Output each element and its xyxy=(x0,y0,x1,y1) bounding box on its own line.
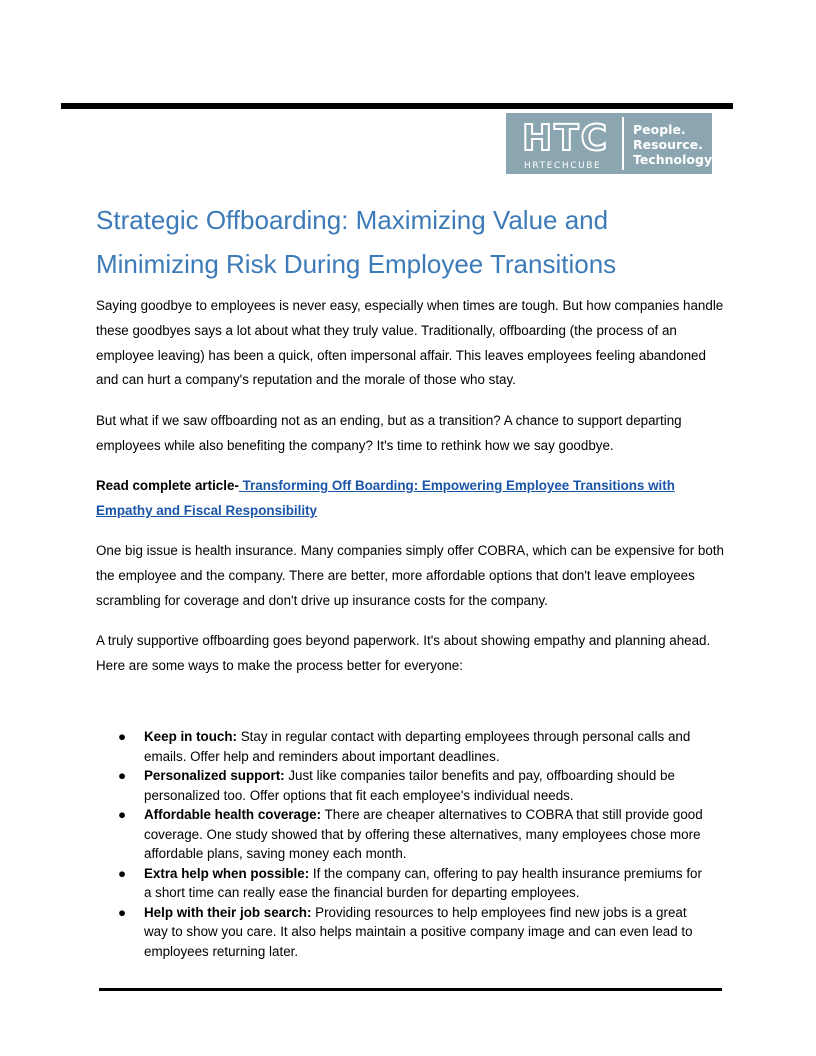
logo-tagline-line: People. xyxy=(633,122,686,137)
list-item xyxy=(96,766,711,805)
list-item xyxy=(96,903,711,962)
list-item xyxy=(96,864,711,903)
bullet-icon: ● xyxy=(118,865,127,881)
list-item-text: There are cheaper alternatives to COBRA that still provide good coverage. One study showed that by offering these alternatives, many employees chose more affordable plans, saving money each month. xyxy=(144,807,703,861)
header-rule xyxy=(61,103,733,109)
logo-tagline xyxy=(633,122,716,167)
htc-logo xyxy=(506,113,716,174)
list-item-title: Affordable health coverage: xyxy=(144,807,322,822)
tips-list xyxy=(96,727,711,961)
supportive-offboarding-paragraph: A truly supportive offboarding goes beyond paperwork. It's about showing empathy and planning ahead. Here are some ways to make the process better for everyone: xyxy=(96,633,711,673)
list-item-text: Just like companies tailor benefits and pay, offboarding should be personalized too. Offer options that fit each employee's individual needs. xyxy=(144,768,675,803)
list-item xyxy=(96,727,711,766)
footer-rule xyxy=(99,988,722,991)
transition-paragraph: But what if we saw offboarding not as an ending, but as a transition? A chance to support departing employees while also benefiting the company? It's time to rethink how we say goodbye. xyxy=(96,413,682,453)
article-link[interactable]: Transforming Off Boarding: Empowering Employee Transitions with Empathy and Fiscal Responsibility xyxy=(96,478,675,518)
list-item-title: Keep in touch: xyxy=(144,729,237,744)
list-item-title: Help with their job search: xyxy=(144,904,312,920)
logo-tagline-line: Technology. xyxy=(633,152,716,167)
logo-subtitle: HRTECHCUBE xyxy=(524,161,602,171)
list-item-text: Providing resources to help employees find new jobs is a great way to show you care. It also helps maintain a positive company image and can even lead to employees returning later. xyxy=(144,904,693,959)
health-insurance-paragraph: One big issue is health insurance. Many companies simply offer COBRA, which can be expensive for both the employee and the company. There are better, more affordable options that don't leave employees scrambling for coverage and don't drive up insurance costs for the company. xyxy=(96,543,724,608)
read-more-line xyxy=(96,474,726,524)
list-item-title: Personalized support: xyxy=(144,768,285,783)
bullet-icon: ● xyxy=(118,904,127,920)
list-item-text: Stay in regular contact with departing employees through personal calls and emails. Offer help and reminders about important deadlines. xyxy=(144,729,691,764)
bullet-icon: ● xyxy=(118,729,127,744)
list-item-text: If the company can, offering to pay health insurance premiums for a short time can really ease the financial burden for departing employees. xyxy=(144,865,702,900)
list-item xyxy=(96,805,711,864)
article-title: Strategic Offboarding: Maximizing Value and Minimizing Risk During Employee Transitions xyxy=(96,205,617,279)
logo-tagline-line: Resource. xyxy=(633,137,703,152)
bullet-icon: ● xyxy=(118,807,127,822)
list-item-title: Extra help when possible: xyxy=(144,865,310,881)
logo-mark: HTC xyxy=(522,118,610,159)
intro-paragraph: Saying goodbye to employees is never easy, especially when times are tough. But how companies handle these goodbyes says a lot about what they truly value. Traditionally, offboarding (the process of an employee leaving) has been a quick, often impersonal affair. This leaves employees feeling abandoned and can hurt a company's reputation and the morale of those who stay. xyxy=(96,298,724,388)
logo-divider xyxy=(622,117,624,170)
bullet-icon: ● xyxy=(118,768,127,783)
read-more-label: Read complete article- xyxy=(96,478,239,493)
